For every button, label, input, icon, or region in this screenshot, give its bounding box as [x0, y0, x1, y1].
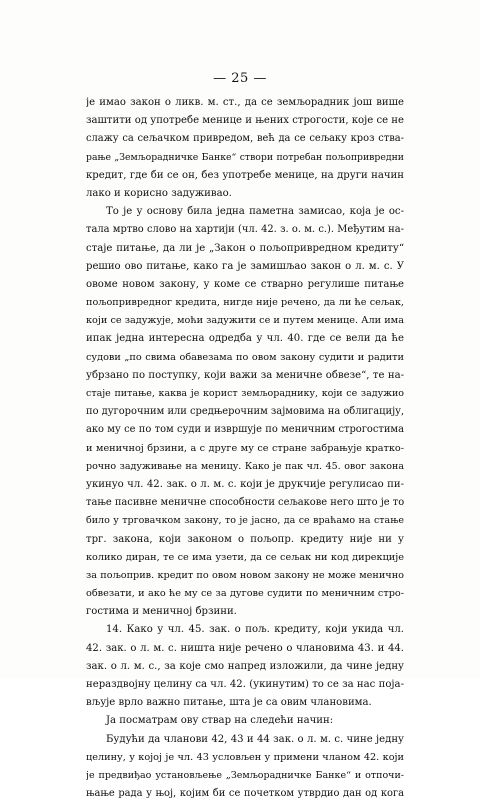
text-line: целину, у којој је чл. 43 условљен у примени чланом 42. који: [86, 751, 404, 763]
text-line: њање рада у њој, којим би се почетком утврдио дан од кога: [86, 788, 404, 800]
text-line: по дугорочним или средњерочним зајмовима на облигацију,: [86, 406, 404, 418]
text-line: за пољоприв. кредит по овом новом закону не може менично: [86, 569, 404, 581]
text-line: Ја посматрам ову ствар на следећи начин:: [106, 715, 334, 727]
text-line: гостима и меничној брзини.: [86, 606, 237, 618]
text-line: рање „Земљорадничке Банке“ створи потребан пољопривредни: [86, 151, 404, 163]
text-line: тање пасивне меничне способности сељакове него што је то: [86, 497, 404, 509]
page-number: — 25 —: [213, 71, 267, 86]
text-line: стаје питање, да ли је „Закон о пољопривредном кредиту“: [86, 242, 404, 254]
text-line: 14. Како у чл. 45. зак. о пољ. кредиту, који укида чл.: [106, 624, 404, 636]
text-line: То је у основу била једна паметна замисао, која је ос-: [106, 206, 404, 218]
text-line: овоме новом закону, у коме се стварно регулише питање: [86, 278, 404, 290]
text-line: вљује врло важно питање, шта је са овим члановима.: [86, 697, 372, 709]
text-line: је имао закон о ликв. м. ст., да се земљорадник још више: [86, 97, 404, 108]
text-line: пољопривредног кредита, нигде није речено, да ли ће сељак,: [86, 297, 404, 309]
text-line: укинуо чл. 42. зак. о л. м. с. који је друкчије регулисао пи-: [86, 478, 404, 490]
text-line: обвезати, и ако ће му се за дугове судити по меничним стро-: [86, 588, 404, 600]
text-line: слажу са сељачком привредом, већ да се сељаку кроз ства-: [86, 133, 404, 145]
body-text: [86, 94, 404, 803]
text-line: тала мртво слово на хартији (чл. 42. з. о. м. с.). Међутим на-: [86, 224, 404, 236]
text-line: је предвиђао установљење „Земљорадничке Банке“ и отпочи-: [86, 769, 404, 781]
text-line: колико диран, те се има узети, да се сељак ни код дирекције: [86, 551, 404, 563]
text-line: 42. зак. о л. м. с. ништа није речено о члановима 43. и 44.: [86, 642, 404, 654]
text-line: решио ово питање, како га је замишљао закон о л. м. с. У: [86, 260, 404, 272]
text-line: који се задужује, моћи задужити се и путем менице. Али има: [86, 315, 404, 327]
text-line: Будући да чланови 42, 43 и 44 зак. о л. м. с. чине једну: [106, 733, 404, 745]
text-line: трг. закона, који законом о пољопр. кредиту није ни у: [86, 533, 404, 545]
text-line: ипак једна интересна одредба у чл. 40. где се вели да ће: [86, 333, 404, 345]
text-line: стаје питање, каква је корист земљораднику, који се задужио: [86, 388, 404, 399]
text-line: заштити од употребе менице и њених строгости, које се не: [86, 115, 404, 127]
text-line: судови „по свима обавезама по овом закону судити и радити: [86, 351, 404, 363]
text-line: кредит, где би се он, без употребе менице, на други начин: [86, 169, 404, 181]
text-line: убрзано по поступку, који важи за меничне обвезе“, те на-: [86, 369, 404, 381]
text-line: било у трговачком закону, то је јасно, да се враћамо на стање: [86, 515, 404, 527]
text-line: лако и корисно задуживао.: [86, 187, 232, 199]
text-line: рочно задуживање на меницу. Како је пак чл. 45. овог закона: [86, 460, 404, 472]
text-line: нераздвојну целину са чл. 42. (укинутим) то се за нас поја-: [86, 679, 404, 690]
text-line: ако му се по том суди и извршује по меничним строгостима: [86, 424, 404, 436]
text-line: зак. о л. м. с., за које смо напред изложили, да чине једну: [86, 660, 404, 672]
text-line: и меничној брзини, а с друге му се стране забрањује кратко-: [86, 442, 404, 454]
